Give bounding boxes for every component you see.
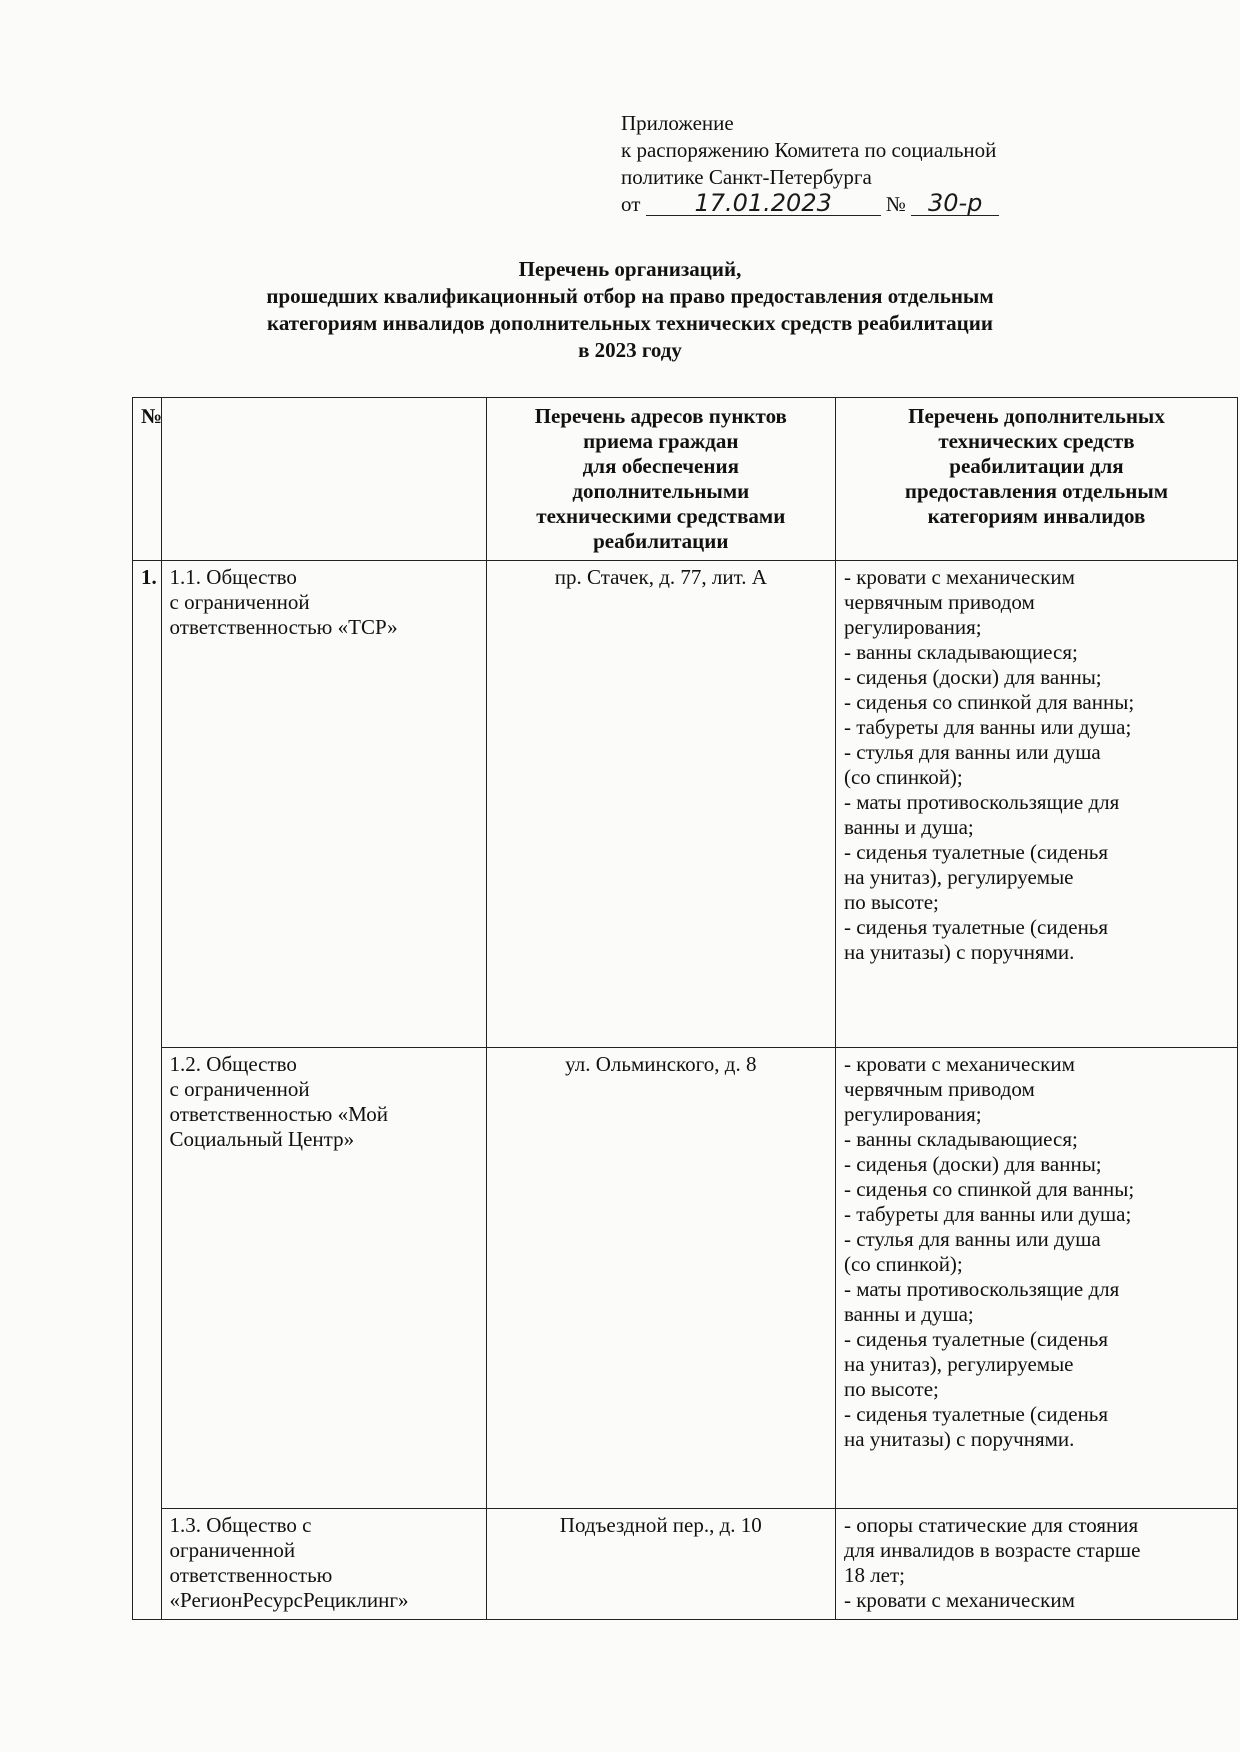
- appendix-committee-line: политике Санкт-Петербурга: [621, 165, 872, 189]
- tsr-list-cell: - опоры статические для стояния для инвалидов в возрасте старше 18 лет; - кровати с механическим: [835, 1509, 1237, 1620]
- title-line-2: прошедших квалификационный отбор на право предоставления отдельным: [266, 284, 994, 308]
- table-row: [133, 1509, 1238, 1620]
- header-tsr-list: Перечень дополнительных технических средств реабилитации для предоставления отдельным категориям инвалидов: [835, 398, 1237, 561]
- handwritten-date: 17.01.2023: [646, 191, 881, 216]
- title-line-4: в 2023 году: [578, 338, 682, 362]
- address-cell: пр. Стачек, д. 77, лит. А: [486, 561, 835, 1048]
- appendix-block: [621, 110, 999, 218]
- header-organization: [161, 398, 486, 561]
- address-cell: ул. Ольминского, д. 8: [486, 1048, 835, 1509]
- header-number: №: [133, 398, 162, 561]
- appendix-title: Приложение: [621, 111, 734, 135]
- appendix-date-number-line: [621, 191, 999, 218]
- tsr-list-cell: - кровати с механическим червячным приводом регулирования; - ванны складывающиеся; - сиденья (доски) для ванны; - сиденья со спинкой для ванны; - табуреты для ванны или душа; - стулья для ванны или душа (со спинкой); - маты противоскользящие для ванны и душа; - сиденья туалетные (сиденья на унитаз), регулируемые по высоте; - сиденья туалетные (сиденья на унитазы) с поручнями.: [835, 1048, 1237, 1509]
- organizations-table: [132, 397, 1238, 1620]
- title-line-1: Перечень организаций,: [518, 257, 742, 281]
- handwritten-number: 30-р: [911, 191, 999, 216]
- table-header-row: [133, 398, 1238, 561]
- group-number: 1.: [133, 561, 162, 1620]
- address-cell: Подъездной пер., д. 10: [486, 1509, 835, 1620]
- table-row: [133, 561, 1238, 1048]
- title-line-3: категориям инвалидов дополнительных технических средств реабилитации: [267, 311, 993, 335]
- date-prefix: от: [621, 192, 641, 216]
- document-title: [150, 256, 1110, 364]
- organization-cell: 1.1. Общество с ограниченной ответственностью «ТСР»: [161, 561, 486, 1048]
- appendix-order-line: к распоряжению Комитета по социальной: [621, 138, 997, 162]
- organization-cell: 1.2. Общество с ограниченной ответственностью «Мой Социальный Центр»: [161, 1048, 486, 1509]
- organization-cell: 1.3. Общество с ограниченной ответственностью «РегионРесурсРециклинг»: [161, 1509, 486, 1620]
- header-addresses: Перечень адресов пунктов приема граждан для обеспечения дополнительными техническими средствами реабилитации: [486, 398, 835, 561]
- number-sign: №: [885, 192, 906, 216]
- tsr-list-cell: - кровати с механическим червячным приводом регулирования; - ванны складывающиеся; - сиденья (доски) для ванны; - сиденья со спинкой для ванны; - табуреты для ванны или душа; - стулья для ванны или душа (со спинкой); - маты противоскользящие для ванны и душа; - сиденья туалетные (сиденья на унитаз), регулируемые по высоте; - сиденья туалетные (сиденья на унитазы) с поручнями.: [835, 561, 1237, 1048]
- table-row: [133, 1048, 1238, 1509]
